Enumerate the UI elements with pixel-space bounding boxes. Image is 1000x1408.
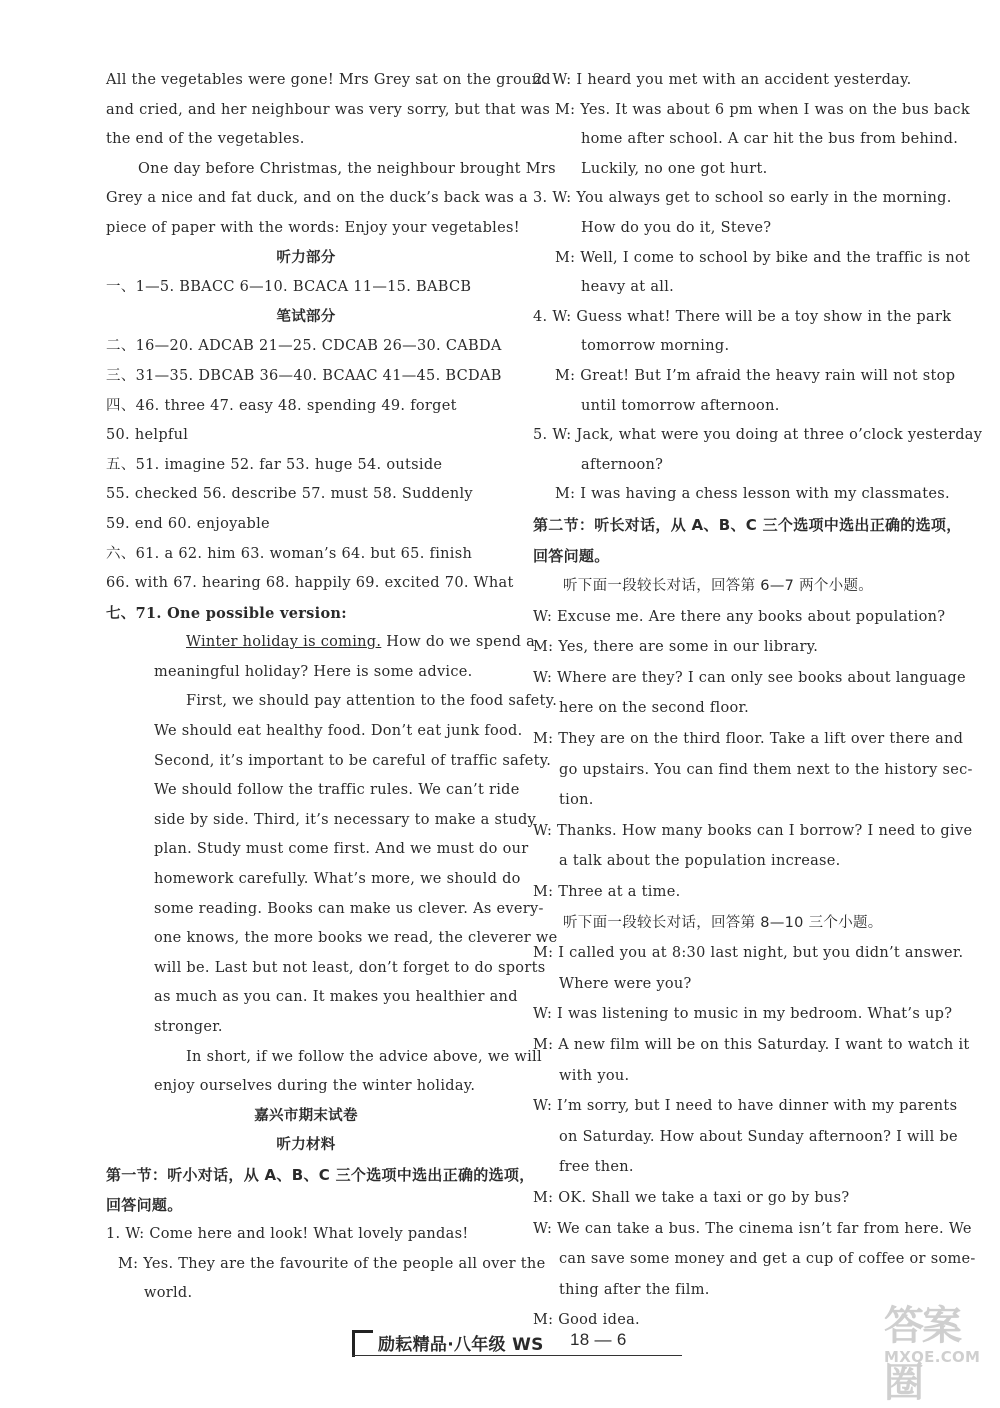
watermark-url: MXQE.COM: [884, 1348, 981, 1366]
text-line: on Saturday. How about Sunday afternoon? I will be: [559, 1128, 958, 1145]
text-line: side by side. Third, it’s necessary to make a study: [154, 811, 537, 828]
text-line: until tomorrow afternoon.: [581, 397, 780, 414]
section-heading: 听力材料: [276, 1137, 336, 1154]
watermark-logo: [880, 1290, 990, 1406]
text-line: 三、31—35. DBCAB 36—40. BCAAC 41—45. BCDAB: [106, 367, 502, 384]
text-line: M: I was having a chess lesson with my classmates.: [555, 486, 950, 503]
text-line: 七、71. One possible version:: [106, 604, 347, 622]
section-heading: 第二节：听长对话，从 A、B、C 三个选项中选出正确的选项，: [533, 515, 962, 534]
text-line: world.: [144, 1285, 193, 1302]
text-line: as much as you can. It makes you healthier and: [154, 989, 518, 1006]
text-line: thing after the film.: [559, 1281, 710, 1298]
section-heading: 回答问题。: [533, 546, 610, 565]
section-heading: 听力部分: [276, 249, 336, 266]
footer-title: 励耘精品·八年级 WS: [378, 1335, 544, 1355]
text-line: W: Thanks. How many books can I borrow? I need to give: [533, 822, 973, 839]
text-line: W: I’m sorry, but I need to have dinner with my parents: [533, 1098, 958, 1115]
text-line: a talk about the population increase.: [559, 853, 841, 870]
page-footer: [352, 1328, 682, 1362]
text-line: W: Excuse me. Are there any books about population?: [533, 608, 946, 625]
text-line: 4. W: Guess what! There will be a toy show in the park: [533, 308, 952, 325]
text-line: One day before Christmas, the neighbour brought Mrs: [138, 160, 556, 177]
text-line: free then.: [559, 1159, 634, 1176]
text-line: 59. end 60. enjoyable: [106, 515, 270, 532]
text-line: one knows, the more books we read, the cleverer we: [154, 930, 558, 947]
text-line: W: We can take a bus. The cinema isn’t far from here. We: [533, 1220, 972, 1237]
text-line: Winter holiday is coming. How do we spend a: [186, 634, 536, 651]
text-line: stronger.: [154, 1019, 223, 1035]
section-heading: 嘉兴市期末试卷: [254, 1107, 358, 1124]
text-line: home after school. A car hit the bus from behind.: [581, 131, 959, 148]
text-line: 50. helpful: [106, 427, 189, 444]
text-line: Where were you?: [559, 975, 692, 992]
section-heading: 第一节：听小对话，从 A、B、C 三个选项中选出正确的选项，: [106, 1165, 535, 1184]
text-line: How do you do it, Steve?: [581, 219, 772, 236]
left-column: [106, 66, 558, 1309]
text-line: All the vegetables were gone! Mrs Grey sat on the ground: [106, 72, 551, 88]
text-line: 五、51. imagine 52. far 53. huge 54. outside: [106, 456, 443, 473]
text-line: 二、16—20. ADCAB 21—25. CDCAB 26—30. CABDA: [106, 338, 502, 355]
text-line: 66. with 67. hearing 68. happily 69. excited 70. What: [106, 575, 514, 592]
text-line: with you.: [559, 1067, 630, 1084]
section-heading: 回答问题。: [106, 1195, 183, 1214]
text-line: go upstairs. You can find them next to the history sec-: [559, 761, 973, 778]
text-line: M: Yes, there are some in our library.: [533, 639, 819, 656]
text-line: 一、1—5. BBACC 6—10. BCACA 11—15. BABCB: [106, 279, 472, 296]
text-line: First, we should pay attention to the food safety.: [186, 693, 558, 710]
text-line: and cried, and her neighbour was very sorry, but that was: [106, 101, 551, 118]
text-line: W: I was listening to music in my bedroom. What’s up?: [533, 1006, 953, 1023]
text-line: 5. W: Jack, what were you doing at three o’clock yesterday: [533, 427, 983, 444]
text-line: M: Yes. They are the favourite of the people all over the: [118, 1255, 546, 1272]
watermark-text: 答案圈: [884, 1303, 960, 1406]
text-line: meaningful holiday? Here is some advice.: [154, 663, 473, 680]
text-line: Grey a nice and fat duck, and on the duck’s back was a: [106, 190, 528, 207]
text-line: the end of the vegetables.: [106, 131, 305, 148]
text-line: can save some money and get a cup of coffee or some-: [559, 1251, 976, 1268]
text-line: heavy at all.: [581, 279, 675, 296]
text-line: will be. Last but not least, don’t forget to do sports: [154, 959, 546, 976]
text-line: In short, if we follow the advice above, we will: [186, 1048, 542, 1065]
text-line: 听下面一段较长对话，回答第 8—10 三个小题。: [563, 914, 883, 931]
text-line: M: I called you at 8:30 last night, but you didn’t answer.: [533, 945, 964, 962]
text-line: Second, it’s important to be careful of traffic safety.: [154, 752, 552, 769]
footer-bracket-icon: [352, 1330, 373, 1357]
text-line: tomorrow morning.: [581, 338, 730, 355]
text-line: afternoon?: [581, 456, 664, 473]
text-line: tion.: [559, 792, 594, 809]
text-line: We should follow the traffic rules. We can’t ride: [154, 782, 520, 799]
text-line: M: Great! But I’m afraid the heavy rain will not stop: [555, 367, 956, 384]
text-line: M: OK. Shall we take a taxi or go by bus?: [533, 1189, 850, 1206]
text-line: We should eat healthy food. Don’t eat junk food.: [154, 723, 523, 740]
text-line: some reading. Books can make us clever. As every-: [154, 900, 544, 917]
text-line: M: Good idea.: [533, 1312, 640, 1329]
text-line: 3. W: You always get to school so early in the morning.: [533, 190, 952, 207]
text-line: enjoy ourselves during the winter holiday.: [154, 1078, 476, 1095]
right-column: [533, 66, 983, 1336]
text-line: M: A new film will be on this Saturday. I want to watch it: [533, 1037, 970, 1053]
text-line: 55. checked 56. describe 57. must 58. Suddenly: [106, 486, 473, 503]
text-line: M: They are on the third floor. Take a lift over there and: [533, 731, 964, 748]
text-line: 听下面一段较长对话，回答第 6—7 两个小题。: [563, 578, 874, 595]
section-heading: 笔试部分: [276, 308, 336, 325]
text-line: 四、46. three 47. easy 48. spending 49. forget: [106, 397, 457, 414]
text-line: piece of paper with the words: Enjoy your vegetables!: [106, 219, 520, 236]
text-line: 1. W: Come here and look! What lovely pandas!: [106, 1226, 469, 1243]
text-line: M: Three at a time.: [533, 884, 681, 901]
text-line: 六、61. a 62. him 63. woman’s 64. but 65. finish: [106, 545, 473, 562]
text-line: homework carefully. What’s more, we should do: [154, 871, 521, 888]
text-line: here on the second floor.: [559, 700, 750, 717]
text-line: plan. Study must come first. And we must do our: [154, 841, 529, 858]
text-line: 2. W: I heard you met with an accident yesterday.: [533, 72, 912, 88]
page-number: 18 — 6: [570, 1330, 627, 1349]
text-line: M: Well, I come to school by bike and the traffic is not: [555, 249, 971, 266]
text-line: W: Where are they? I can only see books about language: [533, 669, 966, 686]
text-line: Luckily, no one got hurt.: [581, 160, 768, 177]
text-line: M: Yes. It was about 6 pm when I was on the bus back: [555, 101, 970, 118]
footer-rule: [352, 1355, 682, 1356]
